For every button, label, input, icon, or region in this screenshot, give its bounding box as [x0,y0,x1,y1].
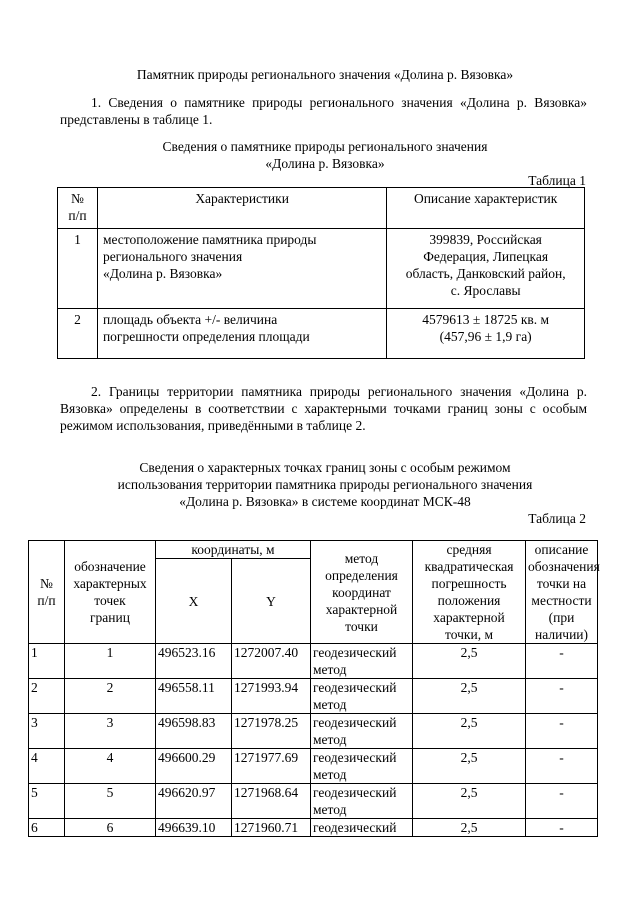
cell-line: геодезический [313,680,397,695]
table2 [28,540,598,837]
table1-cell-characteristic [97,309,386,359]
table2-caption [60,459,590,510]
cell-line: метод [313,697,347,712]
cell-line: метод [313,732,347,747]
cell-line: точки, м [445,627,494,642]
cell-line: (457,96 ± 1,9 га) [439,329,532,344]
table2-cell-method [311,679,413,714]
table2-cell-x: 496620.97 [156,784,232,819]
cell-line: определения [325,567,398,583]
table2-cell-y: 1271960.71 [232,819,311,837]
cell-line: наличии) [535,627,589,642]
table1-cell-description [387,229,585,309]
table2-cell-num: 3 [29,714,65,749]
cell-line: обозначение [74,559,146,574]
table2-cell-description: - [526,644,598,679]
table2-cell-y: 1271977.69 [232,749,311,784]
table2-cell-x: 496598.83 [156,714,232,749]
table2-header-coords: координаты, м [156,541,311,559]
table2-cell-num: 1 [29,644,65,679]
table2-cell-error: 2,5 [413,819,526,837]
cell-line: площадь объекта +/- величина [102,312,278,327]
table2-header-row [29,541,598,559]
table2-caption-line: использования территории памятника природы регионального значения [117,477,533,492]
table2-cell-description: - [526,784,598,819]
table2-cell-point: 4 [65,749,156,784]
table2-row [29,714,598,749]
table2-row [29,644,598,679]
table2-cell-y: 1271978.25 [232,714,311,749]
cell-line: область, Данковский район, [405,266,566,281]
table2-caption-line: Сведения о характерных точках границ зоны с особым режимом [139,460,511,475]
table2-caption-line: «Долина р. Вязовка» в системе координат МСК-48 [179,494,471,509]
table2-cell-point: 1 [65,644,156,679]
cell-line: характерной [433,610,505,625]
table2-cell-description: - [526,714,598,749]
cell-line: характерных [73,576,147,591]
cell-line: (при [548,610,575,625]
table1-cell-description [387,309,585,359]
paragraph-1: 1. Сведения о памятнике природы регионального значения «Долина р. Вязовка» представлены в таблице 1. [60,95,587,127]
table1-body [58,229,585,359]
table2-cell-num: 4 [29,749,65,784]
table2-label: Таблица 2 [528,511,586,526]
header-line: п/п [68,208,87,223]
table2-cell-method [311,819,413,837]
cell-line: геодезический [313,820,397,835]
table1-label: Таблица 1 [528,173,586,188]
table2-cell-num: 5 [29,784,65,819]
cell-line: п/п [37,593,56,608]
table2-cell-description: - [526,679,598,714]
table1 [57,187,585,359]
table2-cell-method [311,784,413,819]
cell-line: погрешность [431,576,507,591]
table2-cell-error: 2,5 [413,644,526,679]
table2-cell-y: 1272007.40 [232,644,311,679]
table1-caption-line: Сведения о памятнике природы регионального значения [162,139,488,154]
cell-line: регионального значения [102,249,243,264]
table2-cell-error: 2,5 [413,679,526,714]
table1-header-row [58,188,585,229]
table1-cell-num: 1 [58,229,98,309]
cell-line: геодезический [313,785,397,800]
cell-line: № [40,576,53,591]
cell-line: характерной [325,601,398,617]
table2-header-point [65,541,156,644]
cell-line: метод [344,550,379,566]
table2-cell-x: 496523.16 [156,644,232,679]
header-line: № [71,191,84,206]
table2-header-y: Y [232,559,311,644]
table1-header-characteristics: Характеристики [97,188,386,229]
table2-row [29,819,598,837]
cell-line: «Долина р. Вязовка» [102,266,223,281]
table1-cell-num: 2 [58,309,98,359]
table1-row [58,309,585,359]
cell-line: Федерация, Липецкая [423,249,549,264]
table1-header-num [58,188,98,229]
table1-cell-characteristic [97,229,386,309]
cell-line: метод [313,767,347,782]
table2-cell-point: 3 [65,714,156,749]
cell-line: местности [531,593,592,608]
table2-cell-error: 2,5 [413,784,526,819]
table2-cell-x: 496558.11 [156,679,232,714]
table2-cell-method [311,714,413,749]
table2-cell-error: 2,5 [413,749,526,784]
table2-cell-x: 496639.10 [156,819,232,837]
cell-line: квадратическая [424,559,514,574]
table2-header-x: X [156,559,232,644]
table1-header-description: Описание характеристик [387,188,585,229]
cell-line: точки на [536,576,587,591]
table2-cell-point: 2 [65,679,156,714]
table2-cell-num: 6 [29,819,65,837]
table2-cell-num: 2 [29,679,65,714]
table2-cell-method [311,749,413,784]
cell-line: координат [332,584,391,600]
table2-body [29,644,598,837]
cell-line: местоположение памятника природы [102,232,317,247]
table1-caption [60,138,590,172]
cell-line: геодезический [313,750,397,765]
table2-header-error [413,541,526,644]
table1-caption-line: «Долина р. Вязовка» [265,156,385,171]
cell-line: положения [437,593,501,608]
cell-line: геодезический [313,715,397,730]
cell-line: точек [94,593,126,608]
cell-line: средняя [446,542,492,557]
cell-line: метод [313,802,347,817]
table2-cell-x: 496600.29 [156,749,232,784]
table2-row [29,749,598,784]
table2-cell-error: 2,5 [413,714,526,749]
table2-cell-method [311,644,413,679]
cell-line: 4579613 ± 18725 кв. м [422,312,550,327]
table2-row [29,784,598,819]
cell-line: границ [90,610,130,625]
table2-row [29,679,598,714]
cell-line: погрешности определения площади [102,329,310,344]
document-title: Памятник природы регионального значения «Долина р. Вязовка» [136,67,514,82]
table2-cell-y: 1271968.64 [232,784,311,819]
table2-header-num [29,541,65,644]
cell-line: метод [313,662,347,677]
cell-line: с. Ярославы [450,283,521,298]
table2-cell-y: 1271993.94 [232,679,311,714]
table2-cell-description: - [526,819,598,837]
cell-line: обозначения [528,559,600,574]
cell-line: геодезический [313,645,397,660]
table2-cell-point: 6 [65,819,156,837]
table2-header-method [311,541,413,644]
table1-row [58,229,585,309]
cell-line: описание [534,542,589,557]
paragraph-2: 2. Границы территории памятника природы регионального значения «Долина р. Вязовка» определены в соответствии с характерными точками границ зоны с особым режимом использования, приведёнными в таблице 2. [60,384,587,433]
cell-line: точки [345,618,378,634]
table2-cell-description: - [526,749,598,784]
cell-line: 399839, Российская [429,232,542,247]
table2-cell-point: 5 [65,784,156,819]
table2-header-description [526,541,598,644]
